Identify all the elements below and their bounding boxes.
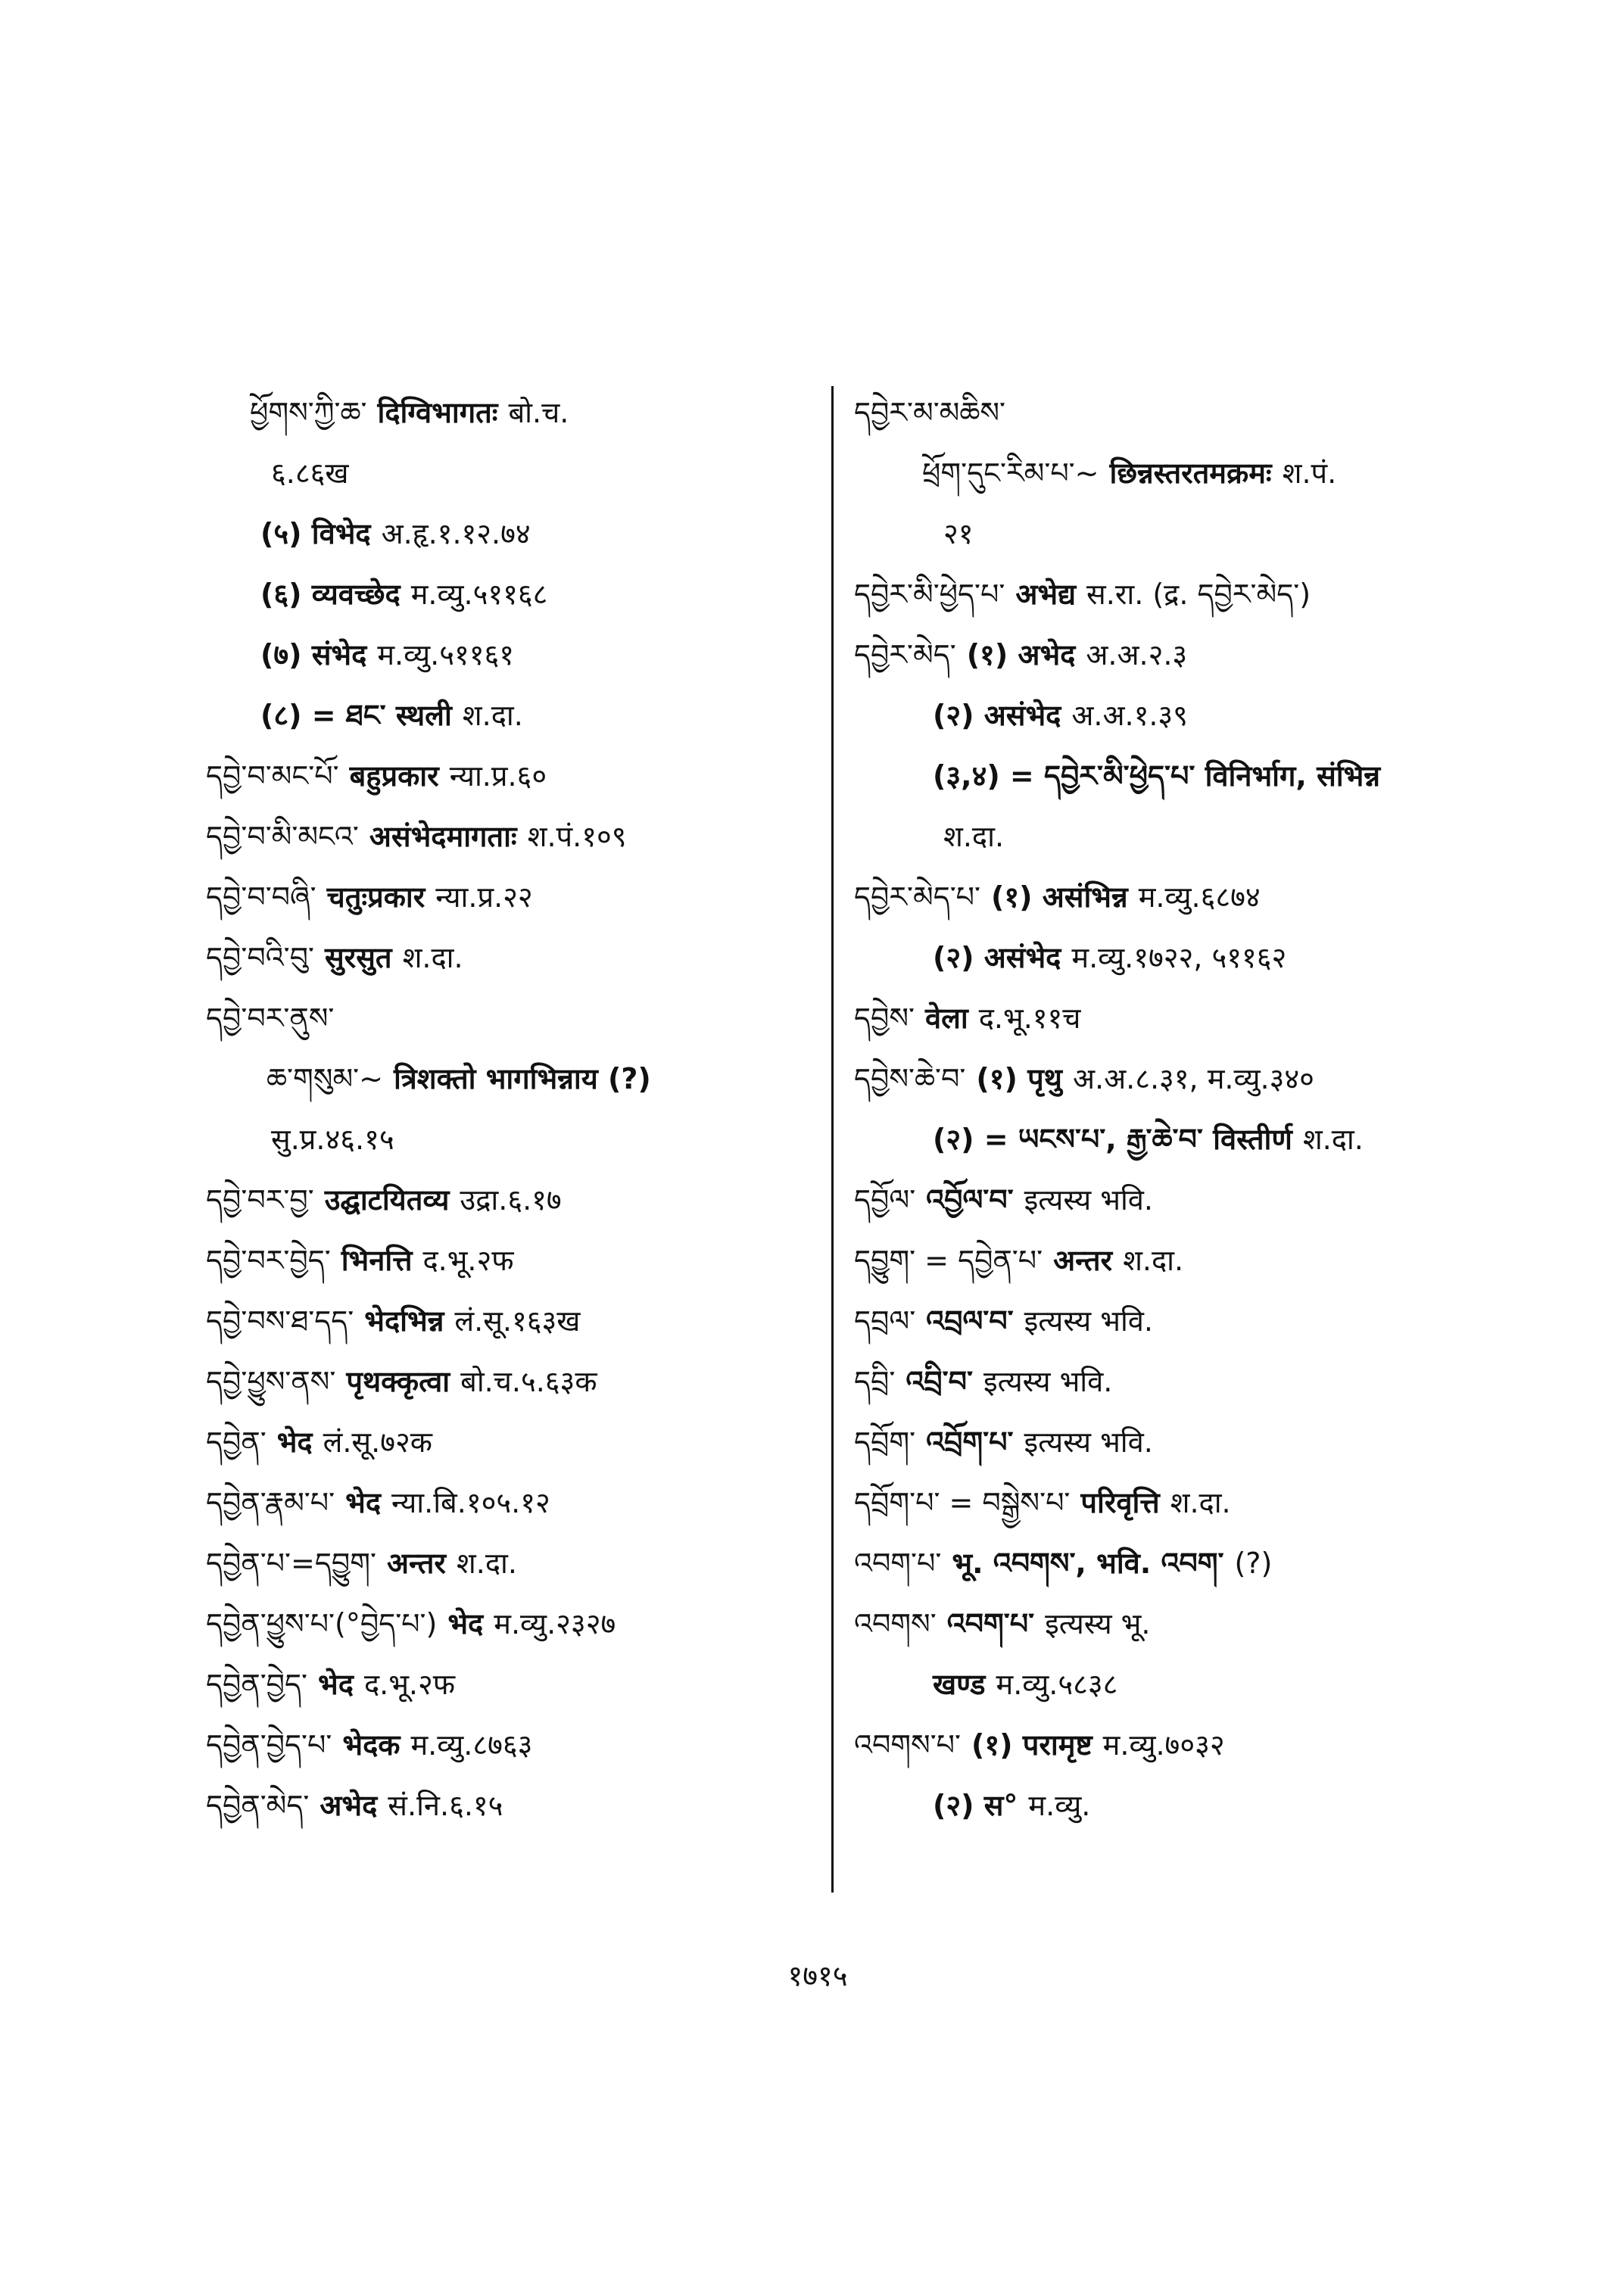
source-reference: श.पं.१०९	[527, 820, 627, 853]
source-reference: सं.नि.६.१५	[388, 1789, 503, 1822]
entry	[854, 1472, 1452, 1533]
tibetan-headword: འབག་པ་	[854, 1547, 942, 1580]
right-column	[854, 382, 1452, 1836]
source-reference: अ.अ.२.३	[1086, 638, 1188, 671]
sanskrit-equivalent: भेद	[345, 1486, 382, 1519]
entry	[854, 1533, 1452, 1594]
entry	[854, 1715, 1452, 1775]
source-reference: श.दा.	[1123, 1244, 1184, 1277]
tibetan-headword: འབགས་པ་	[854, 1728, 962, 1762]
entry	[206, 625, 819, 685]
source-reference: म.व्यु.२३२७	[494, 1607, 616, 1640]
tibetan-headword: དབྱེར་མི་ཕྱེད་པ་	[854, 578, 1005, 611]
source-reference: २१	[943, 517, 974, 550]
entry	[206, 1291, 819, 1351]
source-reference: (?)	[1234, 1547, 1273, 1580]
tibetan-headword: དབྱེན་མེད་	[206, 1789, 310, 1822]
tibetan-headword: དབྱེ་ཕྱུས་ནས་	[206, 1365, 336, 1398]
sanskrit-equivalent: འབྲི་བ་	[906, 1365, 973, 1398]
entry	[206, 1715, 819, 1775]
tibetan-headword: དབྱེས་	[854, 1002, 915, 1035]
entry	[206, 1170, 819, 1230]
source-reference: द.भू.२फ	[422, 1244, 514, 1277]
entry	[206, 1654, 819, 1715]
sanskrit-equivalent: वेला	[925, 1002, 968, 1035]
entry	[206, 746, 819, 806]
entry	[854, 806, 1452, 867]
source-reference: श.दा.	[456, 1547, 517, 1580]
tibetan-headword: དབྱུག་ = དབྱེན་པ་	[854, 1244, 1043, 1277]
entry	[854, 503, 1452, 564]
sanskrit-equivalent: འབྱོལ་བ་	[926, 1183, 1014, 1217]
sanskrit-equivalent: अन्तर	[386, 1547, 446, 1580]
sanskrit-equivalent: (२) असंभेद	[933, 941, 1061, 974]
source-reference: म.व्यु.१७२२, ५११६२	[1071, 941, 1287, 974]
source-reference: बो.च.	[508, 396, 569, 429]
source-reference: न्या.बि.१०५.१२	[391, 1486, 550, 1519]
tibetan-headword: དབྱེན་བྱེད་པ་	[206, 1728, 332, 1762]
source-reference: इत्यस्य भवि.	[1024, 1183, 1154, 1217]
sanskrit-equivalent: (६) व्यवच्छेद	[260, 578, 401, 611]
entry	[206, 1472, 819, 1533]
entry	[854, 382, 1452, 443]
entry	[854, 746, 1452, 806]
sanskrit-equivalent: भेद	[276, 1425, 313, 1459]
source-reference: द.भू.११च	[978, 1002, 1081, 1035]
sanskrit-equivalent: भिनत्ति	[341, 1244, 413, 1277]
entry	[854, 1170, 1452, 1230]
tibetan-headword: ཕྲོག་དུང་རིམ་པ་~	[922, 456, 1099, 490]
sanskrit-equivalent: (१) परामृष्ट	[971, 1728, 1093, 1762]
tibetan-headword: དབྲོག་	[854, 1425, 916, 1459]
entry	[854, 1594, 1452, 1654]
sanskrit-equivalent: छिन्नस्तरतमक्रमः	[1109, 456, 1272, 490]
source-reference: इत्यस्य भवि.	[1024, 1425, 1153, 1459]
entry	[206, 806, 819, 867]
source-reference: इत्यस्य भवि.	[1024, 1304, 1154, 1338]
source-reference: द.भू.२फ	[363, 1668, 456, 1701]
left-column	[206, 382, 819, 1836]
source-reference: म.व्यु.	[1028, 1789, 1091, 1822]
source-reference: श.दा.	[1170, 1486, 1231, 1519]
source-reference: म.व्यु.७०३२	[1102, 1728, 1225, 1762]
entry	[206, 382, 819, 443]
entry	[854, 867, 1452, 927]
sanskrit-equivalent: अभेद्य	[1015, 578, 1077, 611]
entry	[854, 1654, 1452, 1715]
tibetan-headword: དབྲལ་	[854, 1304, 916, 1338]
source-reference: म.व्यु.८७६३	[410, 1728, 533, 1762]
entry	[854, 927, 1452, 988]
source-reference: श.दा.	[943, 820, 1005, 853]
sanskrit-equivalent: अन्तर	[1053, 1244, 1113, 1277]
source-reference: इत्यस्य भवि.	[983, 1365, 1113, 1398]
source-reference: श.दा.	[1302, 1123, 1364, 1156]
entry	[206, 1533, 819, 1594]
source-reference: ६.८६ख	[271, 456, 349, 490]
tibetan-headword: དབྲི་	[854, 1365, 896, 1398]
sanskrit-equivalent: चतुःप्रकार	[326, 880, 425, 914]
entry	[854, 1351, 1452, 1412]
entry	[206, 503, 819, 564]
sanskrit-equivalent: (१) पृथु	[976, 1062, 1062, 1095]
source-reference: उद्रा.६.१७	[460, 1183, 562, 1217]
entry	[206, 1412, 819, 1472]
entry	[206, 1351, 819, 1412]
tibetan-headword: དབྱེ་བར་ནུས་	[206, 1002, 335, 1035]
entry	[206, 1109, 819, 1170]
tibetan-headword: དབྱེ་བ་མང་པོ་	[206, 759, 339, 793]
sanskrit-equivalent: बहुप्रकार	[349, 759, 439, 793]
sanskrit-equivalent: त्रिशक्तो भागभिन्नाय (?)	[393, 1062, 651, 1095]
tibetan-headword: དབྲོག་པ་ = བསྒྱེས་པ་	[854, 1486, 1071, 1519]
tibetan-headword: དབྱེར་མེད་པ་	[854, 880, 981, 914]
entry	[206, 1775, 819, 1836]
sanskrit-equivalent: འབྲོག་པ་	[926, 1425, 1014, 1459]
sanskrit-equivalent: परिवृत्ति	[1080, 1486, 1160, 1519]
entry	[854, 625, 1452, 685]
entry	[206, 564, 819, 625]
tibetan-headword: འབགས་	[854, 1607, 937, 1640]
entry	[206, 443, 819, 503]
source-reference: न्या.प्र.२२	[435, 880, 533, 914]
sanskrit-equivalent: (२) = ཡངས་པ་, རྒྱ་ཆེ་བ་ विस्तीर्ण	[933, 1123, 1292, 1156]
source-reference: म.व्यु.५११६८	[410, 578, 548, 611]
source-reference: अ.अ.१.३९	[1071, 699, 1188, 732]
entry	[854, 1048, 1452, 1109]
source-reference: म.व्यु.६८७४	[1138, 880, 1261, 914]
entry	[854, 1230, 1452, 1291]
column-divider	[831, 386, 834, 1893]
sanskrit-equivalent: भेदक	[342, 1728, 401, 1762]
source-reference: अ.अ.८.३१, म.व्यु.३४०	[1072, 1062, 1314, 1095]
entry	[854, 443, 1452, 503]
sanskrit-equivalent: (८) = ཐང་ स्थली	[260, 699, 452, 732]
tibetan-headword: དབྱེ་བ་མི་མངའ་	[206, 820, 359, 853]
sanskrit-equivalent: भेद	[447, 1607, 484, 1640]
source-reference: स.रा. (द्र. དབྱེར་མེད་)	[1086, 578, 1311, 611]
tibetan-headword: དབྱེས་ཆེ་བ་	[854, 1062, 966, 1095]
sanskrit-equivalent: खण्ड	[933, 1668, 986, 1701]
tibetan-headword: དབྱེ་བར་བྱ་	[206, 1183, 314, 1217]
source-reference: श.पं.	[1282, 456, 1337, 490]
sanskrit-equivalent: འབག་པ་	[946, 1607, 1035, 1640]
tibetan-headword: དབྱེན་བྱེད་	[206, 1668, 308, 1701]
sanskrit-equivalent: (१) असंभिन्न	[991, 880, 1128, 914]
source-reference: लं.सू.१६३ख	[454, 1304, 581, 1338]
entry	[854, 1412, 1452, 1472]
entry	[206, 1594, 819, 1654]
entry	[854, 1109, 1452, 1170]
sanskrit-equivalent: असंभेदमागताः	[369, 820, 517, 853]
sanskrit-equivalent: भेद	[318, 1668, 354, 1701]
entry	[854, 988, 1452, 1048]
entry	[854, 564, 1452, 625]
entry	[206, 1048, 819, 1109]
tibetan-headword: དབྱེན་	[206, 1425, 267, 1459]
entry	[206, 927, 819, 988]
tibetan-headword: དབྱེན་རྣམ་པ་	[206, 1486, 335, 1519]
entry	[206, 988, 819, 1048]
entry	[206, 685, 819, 746]
tibetan-headword: དབྱེར་མེད་	[854, 638, 956, 671]
tibetan-headword: དབྱེན་ཕྱུས་པ་(°བྱེད་པ་)	[206, 1607, 438, 1640]
entry	[854, 685, 1452, 746]
entry	[206, 867, 819, 927]
tibetan-headword: དབྱོལ་	[854, 1183, 916, 1217]
sanskrit-equivalent: उद्घाटयितव्य	[324, 1183, 450, 1217]
tibetan-headword: དབྱེ་བའི་བུ་	[206, 941, 314, 974]
sanskrit-equivalent: (७) संभेद	[260, 638, 367, 671]
sanskrit-equivalent: འབྲལ་བ་	[926, 1304, 1014, 1338]
sanskrit-equivalent: (२) असंभेद	[933, 699, 1061, 732]
source-reference: सु.प्र.४६.१५	[271, 1123, 394, 1156]
tibetan-headword: དབྱེ་བས་ཐ་དད་	[206, 1304, 354, 1338]
tibetan-headword: དབྱེ་བར་བྱེད་	[206, 1244, 331, 1277]
sanskrit-equivalent: पृथक्कृत्वा	[346, 1365, 450, 1398]
source-reference: म.व्यु.५८३८	[996, 1668, 1118, 1701]
entry	[206, 1230, 819, 1291]
source-reference: म.व्यु.५११६१	[377, 638, 515, 671]
source-reference: श.दा.	[462, 699, 523, 732]
source-reference: लं.सू.७२क	[323, 1425, 432, 1459]
tibetan-headword: ཆ་གསུམ་~	[267, 1062, 383, 1095]
tibetan-headword: དབྱེན་པ་=དབྱུག་	[206, 1547, 376, 1580]
entry	[854, 1291, 1452, 1351]
sanskrit-equivalent: (५) विभेद	[260, 517, 371, 550]
sanskrit-equivalent: अभेद	[320, 1789, 378, 1822]
sanskrit-equivalent: (१) अभेद	[966, 638, 1076, 671]
source-reference: बो.च.५.६३क	[460, 1365, 597, 1398]
source-reference: न्या.प्र.६०	[449, 759, 547, 793]
tibetan-headword: དབྱེར་མ་མཆིས་	[854, 396, 1006, 429]
source-reference: श.दा.	[402, 941, 463, 974]
source-reference: अ.हृ.१.१२.७४	[381, 517, 531, 550]
sanskrit-equivalent: भू. འབགས་, भवि. འབག་	[952, 1547, 1224, 1580]
tibetan-headword: དབྱེ་བ་བཞི་	[206, 880, 316, 914]
sanskrit-equivalent: दिग्विभागतः	[377, 396, 498, 429]
sanskrit-equivalent: सुरसुत	[324, 941, 392, 974]
sanskrit-equivalent: (३,४) = དབྱེར་མི་ཕྱེད་པ་ विनिर्भाग, संभिन्न	[933, 759, 1380, 793]
sanskrit-equivalent: भेदभिन्न	[364, 1304, 444, 1338]
tibetan-headword: ཕྱོགས་ཀྱི་ཆ་	[250, 396, 367, 429]
page-number: १७१५	[787, 1959, 848, 1992]
entry	[854, 1775, 1452, 1836]
source-reference: इत्यस्य भू.	[1045, 1607, 1151, 1640]
sanskrit-equivalent: (२) स°	[933, 1789, 1018, 1822]
